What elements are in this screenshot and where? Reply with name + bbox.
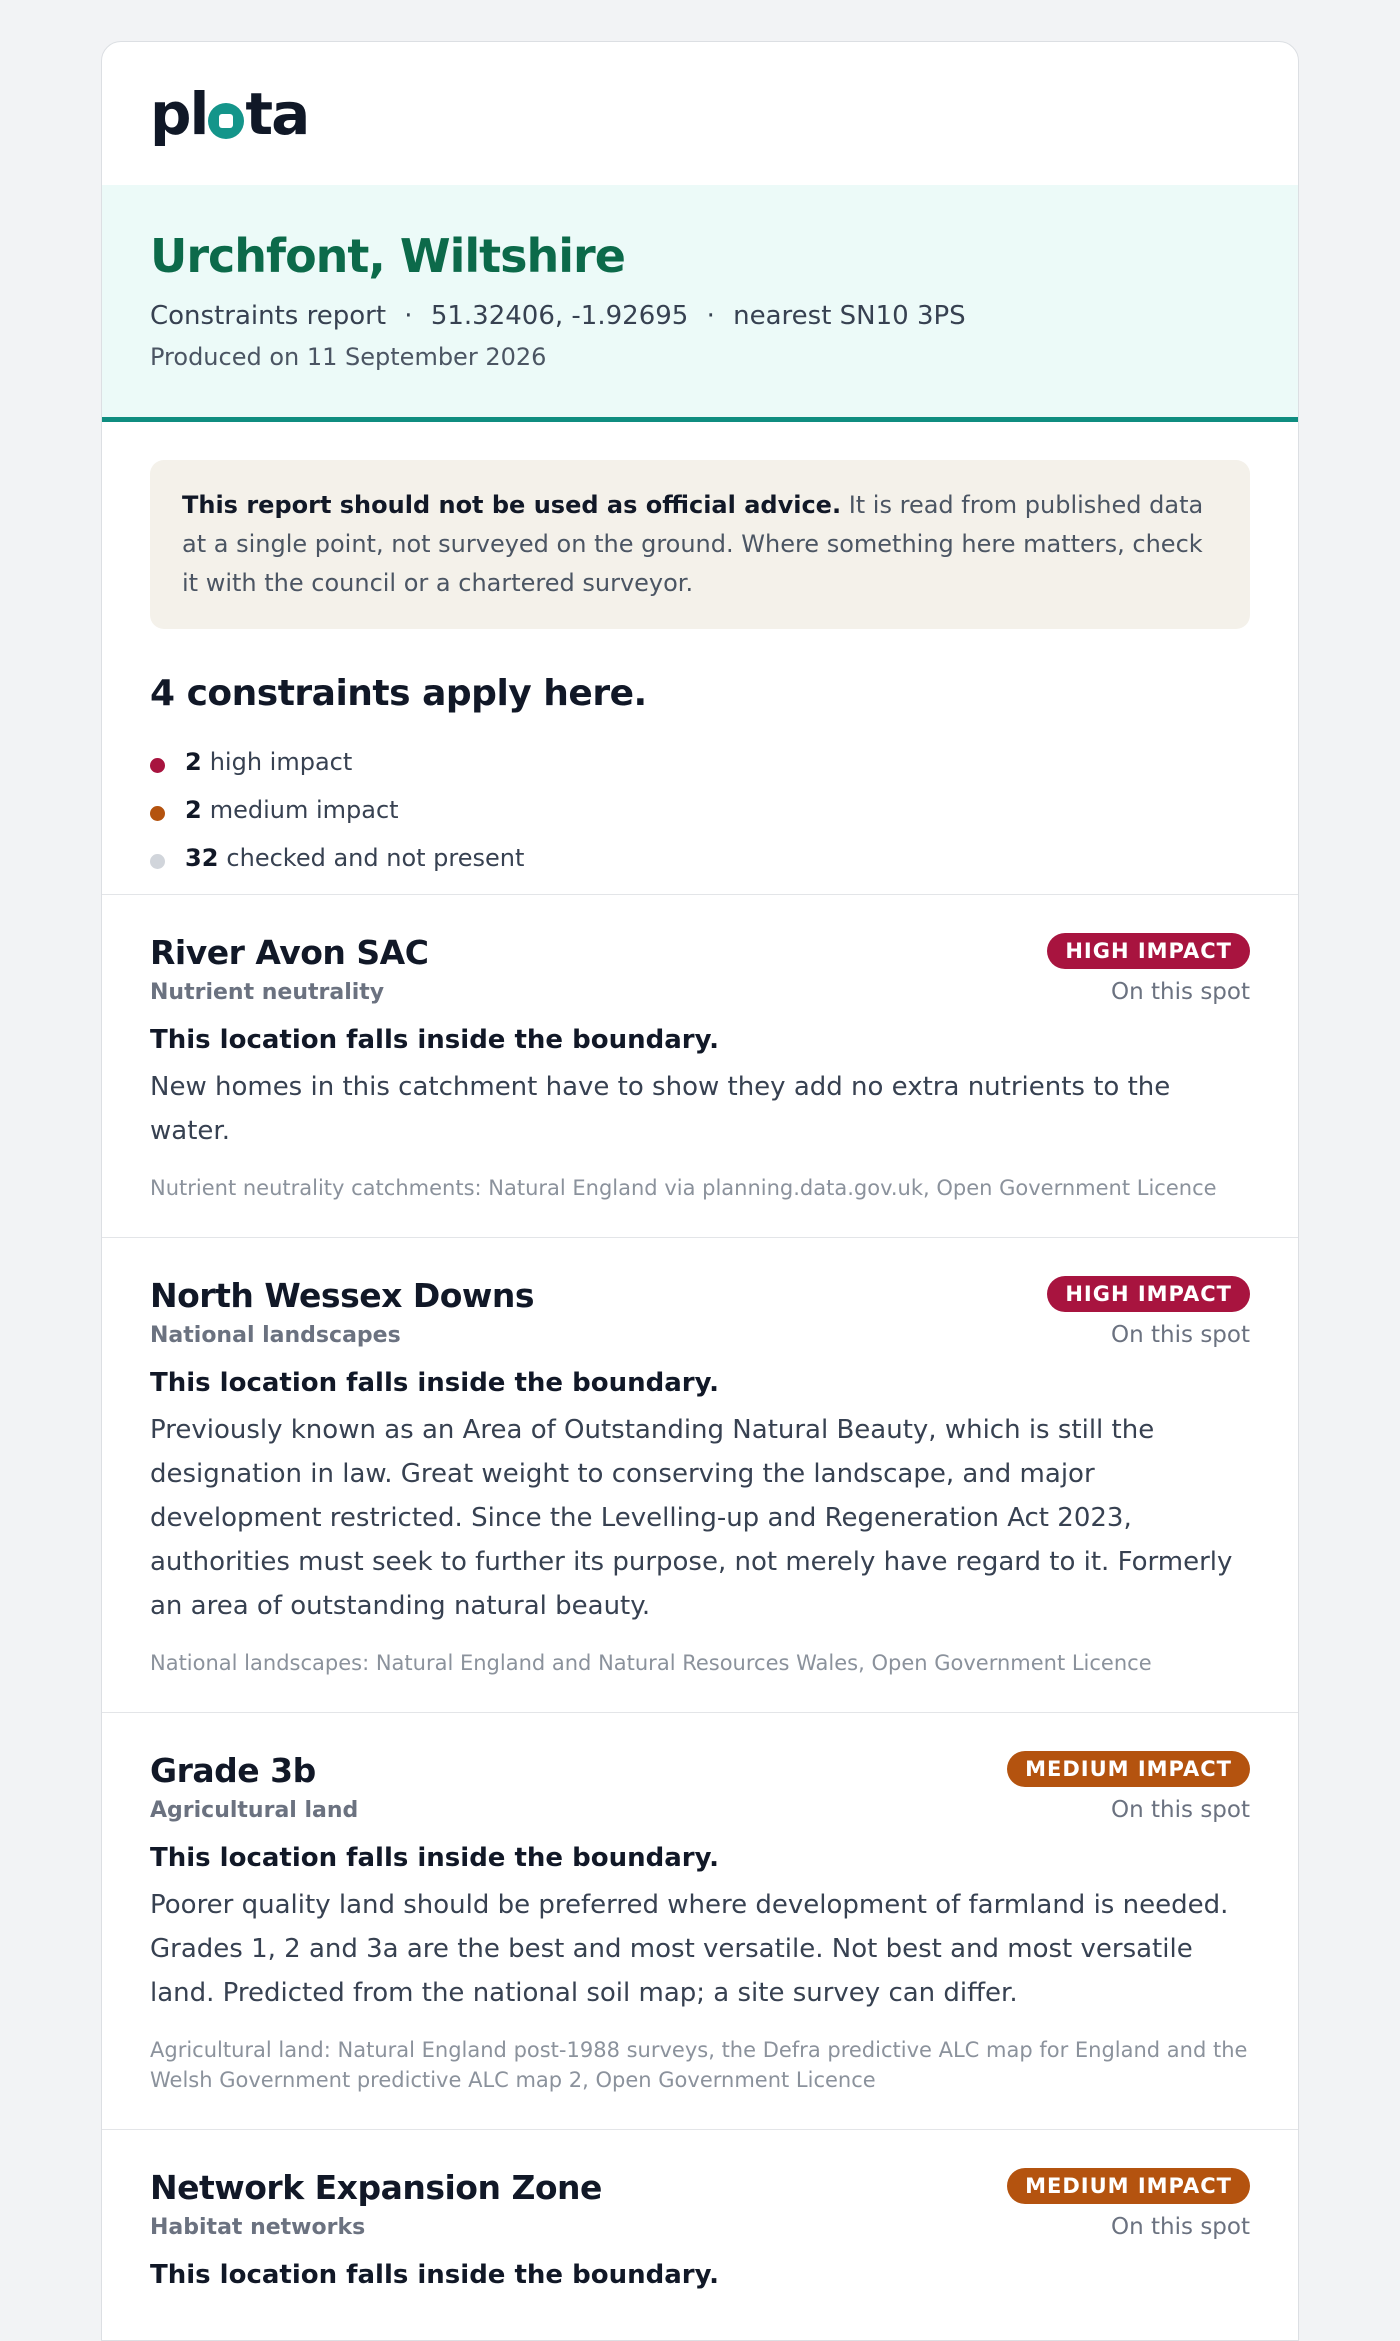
impact-dot-icon [150, 758, 165, 773]
constraint-header [150, 2168, 1250, 2240]
constraint-description: Poorer quality land should be preferred where development of farmland is needed. Grades 1, 2 and 3a are the best and most versatile. Not best and most versatile land. Predicted from the national soil map; a site survey can differ. [150, 1890, 1229, 2008]
disclaimer-text: It is read from published data at a single point, not surveyed on the ground. Where something here matters, check it with the council or a chartered surveyor. [182, 491, 1204, 597]
constraint-title: Network Expansion Zone [150, 2168, 602, 2207]
constraint-title: River Avon SAC [150, 933, 429, 972]
constraint-header [150, 1276, 1250, 1348]
report-meta [150, 301, 1250, 331]
impact-counts [150, 738, 1250, 882]
constraint-description: Previously known as an Area of Outstanding Natural Beauty, which is still the designation in law. Great weight to conserving the landscape, and major development restricted. Since the Levelling-up and Regeneration Act 2023, authorities must seek to further its purpose, not merely have regard to it. Formerly an area of outstanding natural beauty. [150, 1415, 1233, 1621]
impact-count-value: 32 [185, 844, 219, 872]
constraint-title: Grade 3b [150, 1751, 316, 1790]
report-header [102, 185, 1298, 422]
constraint-item [102, 1237, 1298, 1712]
report-card [101, 41, 1299, 2341]
logo-text-left: pl [150, 79, 208, 148]
constraint-item [102, 1712, 1298, 2129]
constraint-status [1007, 1751, 1250, 1823]
coordinates: 51.32406, -1.92695 [430, 301, 689, 331]
constraint-lead: This location falls inside the boundary. [150, 1368, 720, 1398]
constraint-heading [150, 2168, 602, 2240]
constraint-status [1047, 1276, 1250, 1348]
logo-bar [102, 42, 1298, 185]
constraint-header [150, 933, 1250, 1005]
logo-mark-icon [208, 103, 244, 139]
constraint-location: On this spot [1111, 1322, 1250, 1348]
constraint-source: National landscapes: Natural England and Natural Resources Wales, Open Government Licence [150, 1651, 1152, 1675]
constraint-lead: This location falls inside the boundary. [150, 2260, 720, 2290]
constraint-list [102, 894, 1298, 2324]
impact-dot-icon [150, 854, 165, 869]
constraint-category: Habitat networks [150, 2215, 366, 2240]
constraint-lead: This location falls inside the boundary. [150, 1843, 720, 1873]
impact-count-label: high impact [209, 748, 353, 776]
impact-count-item [150, 738, 1250, 786]
impact-badge: HIGH IMPACT [1047, 933, 1250, 969]
constraint-heading [150, 1751, 358, 1823]
produced-date: Produced on 11 September 2026 [150, 343, 547, 371]
constraint-title: North Wessex Downs [150, 1276, 535, 1315]
impact-badge: MEDIUM IMPACT [1007, 1751, 1250, 1787]
meta-separator: · [404, 301, 413, 331]
constraint-category: Agricultural land [150, 1798, 359, 1823]
report-type: Constraints report [150, 301, 387, 331]
disclaimer-strong: This report should not be used as official advice. [182, 491, 842, 519]
constraint-description: New homes in this catchment have to show they add no extra nutrients to the water. [150, 1072, 1171, 1146]
impact-badge: HIGH IMPACT [1047, 1276, 1250, 1312]
constraint-source: Agricultural land: Natural England post-1988 surveys, the Defra predictive ALC map for England and the Welsh Government predictive ALC map 2, Open Government Licence [150, 2038, 1248, 2092]
constraint-location: On this spot [1111, 979, 1250, 1005]
impact-count-item [150, 786, 1250, 834]
constraint-header [150, 1751, 1250, 1823]
constraint-item [102, 2129, 1298, 2324]
constraint-status [1047, 933, 1250, 1005]
impact-badge: MEDIUM IMPACT [1007, 2168, 1250, 2204]
impact-dot-icon [150, 806, 165, 821]
summary-heading: 4 constraints apply here. [150, 673, 647, 714]
constraint-item [102, 894, 1298, 1237]
impact-count-label: checked and not present [226, 844, 525, 872]
impact-count-value: 2 [185, 748, 202, 776]
constraint-status [1007, 2168, 1250, 2240]
meta-separator: · [706, 301, 715, 331]
plota-logo[interactable] [150, 79, 309, 148]
constraint-lead: This location falls inside the boundary. [150, 1025, 720, 1055]
impact-count-item [150, 834, 1250, 882]
constraint-heading [150, 933, 428, 1005]
impact-count-label: medium impact [209, 796, 399, 824]
constraint-category: National landscapes [150, 1323, 401, 1348]
nearest-postcode: nearest SN10 3PS [733, 301, 966, 331]
constraint-category: Nutrient neutrality [150, 980, 385, 1005]
disclaimer-notice [150, 460, 1250, 629]
constraint-location: On this spot [1111, 1797, 1250, 1823]
constraint-location: On this spot [1111, 2214, 1250, 2240]
impact-count-value: 2 [185, 796, 202, 824]
page-title: Urchfont, Wiltshire [150, 229, 625, 283]
logo-text-right: ta [245, 79, 309, 148]
constraint-source: Nutrient neutrality catchments: Natural England via planning.data.gov.uk, Open Government Licence [150, 1176, 1217, 1200]
report-body [102, 422, 1298, 882]
constraint-heading [150, 1276, 534, 1348]
